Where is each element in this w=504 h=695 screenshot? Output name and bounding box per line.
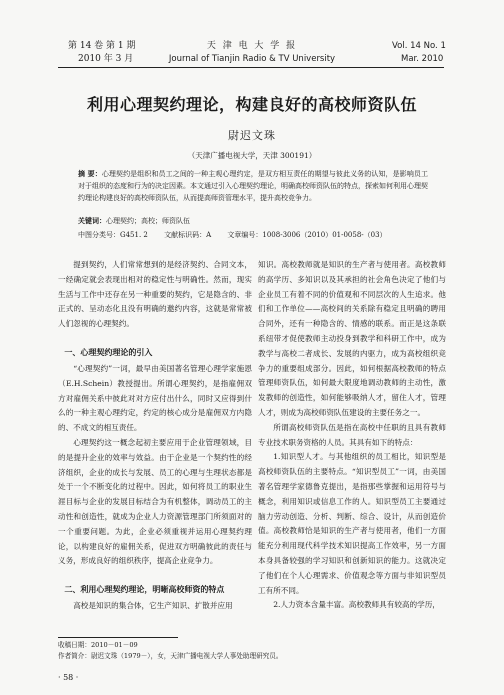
article-affiliation: （天津广播电视大学，天津 300191） [187, 151, 317, 160]
spacer [58, 332, 252, 340]
document-code: 文献标识码：A [164, 231, 212, 239]
body-paragraph: “心理契约”一词，最早由美国著名管理心理学家施恩（E.H.Schein）教授提出。所谓心理契约，是指雇佣双方对雇佣关系中彼此对对方应付出什么，同时又应得到什么的一种主观心理约定，约定的核心成分是雇佣双方内隐的、不成文的相互责任。 [58, 363, 252, 433]
footnote-rule [58, 637, 178, 638]
keywords-label: 关键词： [78, 217, 106, 225]
section-heading: 二、利用心理契约理论，明晰高校师资的特点 [64, 585, 225, 595]
body-paragraph: 所谓高校师资队伍是指在高校中任职的且具有教师专业技术职务资格的人员。其具有如下的特点： [258, 422, 446, 447]
body-paragraph: 2.人力资本含量丰富。高校教师具有较高的学历， [273, 600, 440, 610]
header-journal-cn: 天 津 电 大 学 报 [206, 41, 298, 51]
page-number: · 58 · [58, 673, 79, 682]
article-author: 尉迟文珠 [228, 129, 276, 142]
abstract-label: 摘 要： [78, 170, 102, 178]
header-rule [58, 67, 444, 68]
body-paragraph: 1.知识型人才。与其他组织的员工相比，知识型是高校师资队伍的主要特点。“知识型员工”一词，由美国著名管理学家德鲁克提出，是指那些掌握和运用符号与概念，利用知识或信息工作的人。知识型员工主要通过脑力劳动创造、分析、判断、综合、设计，从而创造价值。高校教师恰是知识的生产者与使用者，他们一方面能充分利用现代科学技术知识提高工作效率，另一方面本身具备较强的学习知识和创新知识的能力。这就决定了他们在个人心理需求、价值观念等方面与非知识型员工有所不同。 [258, 452, 446, 595]
keywords [78, 216, 190, 226]
body-paragraph: 高校是知识的集合体，它生产知识、扩散并应用 [73, 601, 233, 611]
footnote [58, 640, 282, 662]
abstract [78, 168, 428, 204]
header-vol-en: Vol. 14 No. 1 [392, 41, 446, 51]
clc-number: 中图分类号：G451. 2 [78, 231, 148, 239]
header-date: 2010 年 3 月 [78, 54, 134, 64]
received-date: 收稿日期：2010－01－09 [58, 641, 138, 649]
body-paragraph: 提到契约，人们常常想到的是经济契约、合同文本，一经确定就会表现出相对的稳定性与明确性。然而，现实生活与工作中还存在另一种重要的契约，它是隐含的、非正式的、呈动态化且没有明确的邀约内容，这就是常常被人们忽视的心理契约。 [58, 260, 252, 329]
keywords-text: 心理契约；高校；师资队伍 [106, 217, 190, 225]
right-column [258, 258, 446, 613]
header-vol-issue: 第 14 卷 第 1 期 [68, 41, 136, 51]
left-column [58, 258, 252, 614]
section-heading: 一、心理契约理论的引入 [64, 347, 153, 357]
spacer [58, 569, 252, 577]
article-title: 利用心理契约理论，构建良好的高校师资队伍 [86, 95, 417, 114]
abstract-text: 心理契约是组织和员工之间的一种主观心理约定，是双方相互责任的期望与彼此义务的认知，是影响员工对于组织的态度和行为的决定因素。本文通过引入心理契约理论，明确高校师资队伍的特点，探索如何利用心理契约理论构建良好的高校师资队伍，从而提高师资管理水平，提升高校竞争力。 [78, 170, 429, 202]
body-paragraph: 心理契约这一概念起初主要应用于企业管理领域，目的是提升企业的效率与效益。由于企业是一个契约性的经济组织，企业的成长与发展、员工的心理与生理状态都是处于一个不断变化的过程中。因此，如何将员工的职业生涯目标与企业的发展目标结合为有机整体，调动员工的主动性和创造性，就成为企业人力资源管理部门所须面对的一个重要问题。为此，企业必须重视并运用心理契约理论，以构建良好的雇佣关系，促进双方明确彼此的责任与义务，形成良好的组织秩序，提高企业竞争力。 [58, 437, 252, 566]
header-month-en: Mar. 2010 [401, 54, 444, 64]
body-paragraph: 知识。高校教师就是知识的生产者与使用者。高校教师的高学历、多知识以及其承担的社会角色决定了他们与企业员工有着不同的价值观和不同层次的人生追求。他们和工作单位——高校间的关系除有稳定且明确的聘用合同外，还有一种隐含的、情感的联系。而正是这条联系纽带才促使教师主动投身到教学和科研工作中，成为教学与高校二者成长、发展的内驱力，成为高校组织竞争力的重要组成部分。因此，如何根据高校教师的特点管理师资队伍，如何最大限度地调动教师的主动性，激发教师的创造性，如何能够吸纳人才，留住人才，管理人才，则成为高校师资队伍建设的主要任务之一。 [258, 260, 446, 417]
article-number: 文章编号：1008-3006（2010）01-0058-（03） [227, 231, 387, 239]
article-meta [78, 230, 438, 240]
header-journal-en: Journal of Tianjin Radio & TV University [168, 54, 336, 64]
author-bio: 作者简介：尉迟文珠（1979－），女，天津广播电视大学人事处助理研究员。 [58, 652, 283, 660]
